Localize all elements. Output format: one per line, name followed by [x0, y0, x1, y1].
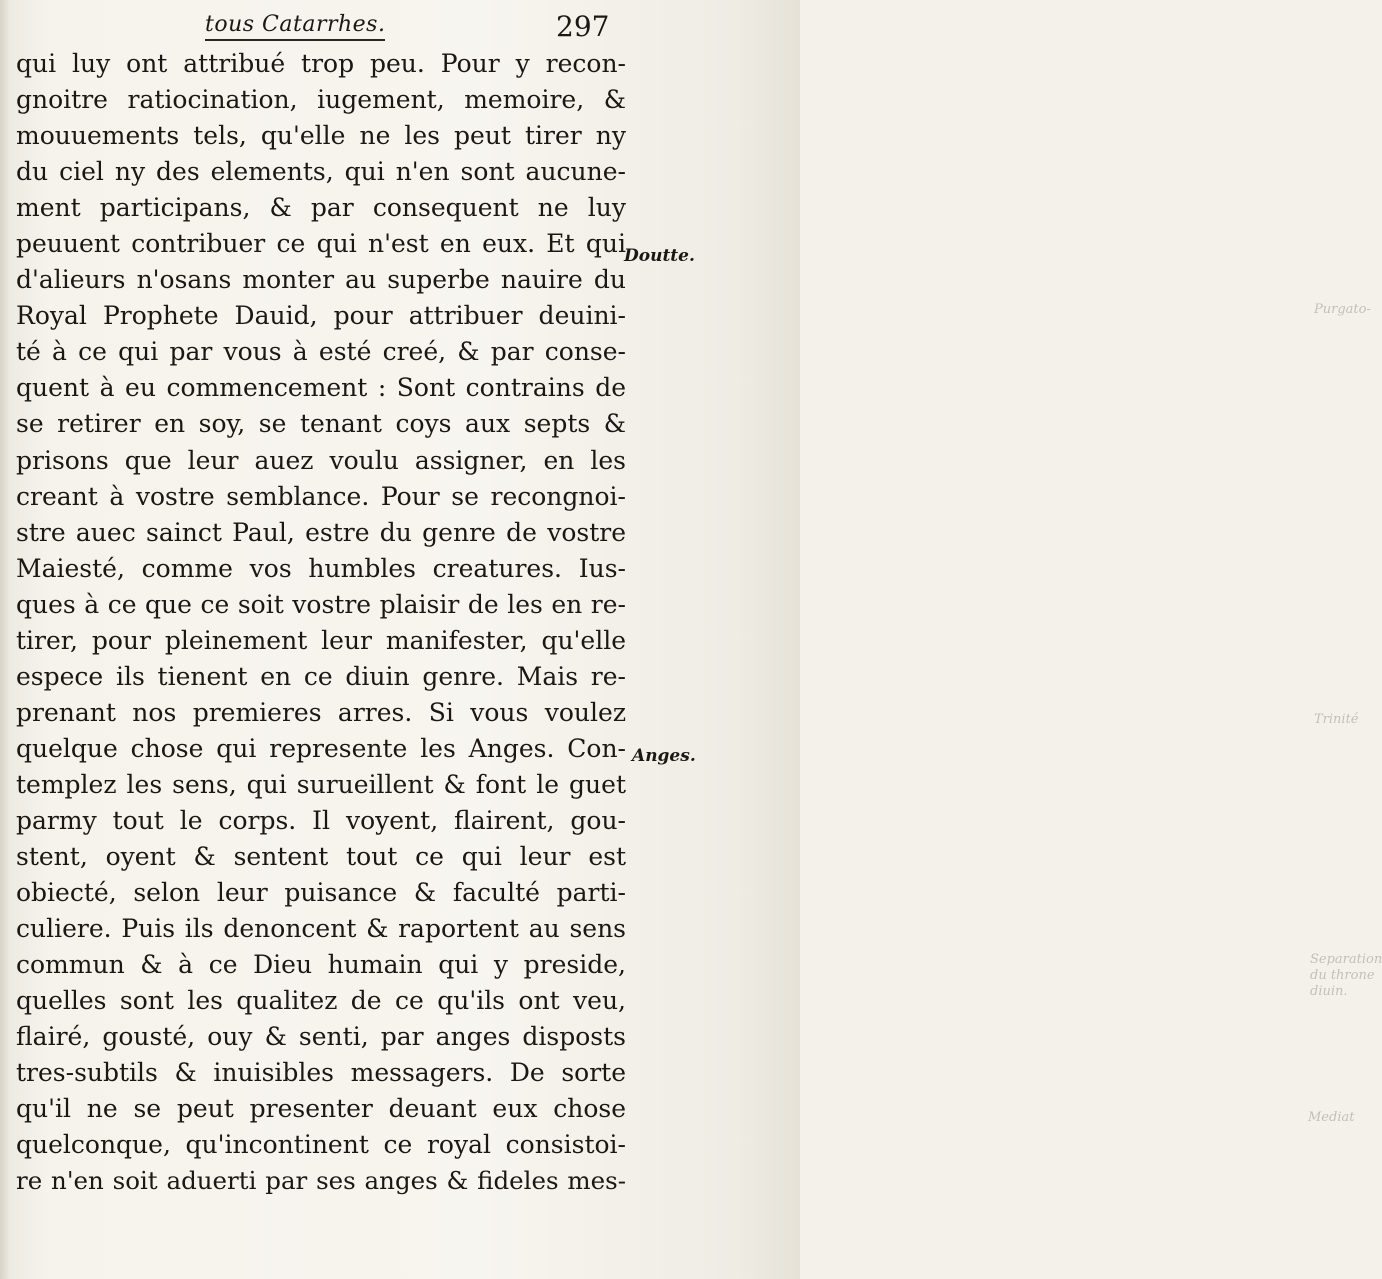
- text-line: du ciel ny des elements, qui n'en sont aucune-: [16, 157, 626, 187]
- text-line: d'alieurs n'osans monter au superbe nauire du: [16, 265, 626, 295]
- text-line: espece ils tienent en ce diuin genre. Mais re-: [16, 661, 626, 691]
- show-through-text: Trinité: [1314, 712, 1359, 727]
- margin-note-doutte: Doutte.: [624, 246, 695, 266]
- text-line: peuuent contribuer ce qui n'est en eux. Et qui: [16, 229, 626, 259]
- text-line: parmy tout le corps. Il voyent, flairent, gou-: [16, 805, 626, 835]
- margin-column: [624, 0, 1382, 1279]
- text-line: Maiesté, comme vos humbles creatures. Ius-: [16, 553, 626, 583]
- main-text-block: [16, 46, 626, 1200]
- show-through-text: Mediat: [1308, 1110, 1355, 1125]
- margin-note-anges: Anges.: [632, 746, 696, 766]
- text-line: obiecté, selon leur puisance & faculté parti-: [16, 878, 626, 908]
- text-line: creant à vostre semblance. Pour se recongnoi-: [16, 481, 626, 511]
- show-through-text: Separation du throne diuin.: [1310, 952, 1382, 999]
- text-line: flairé, gousté, ouy & senti, par anges disposts: [16, 1022, 626, 1052]
- running-title: tous Catarrhes.: [205, 12, 385, 41]
- text-line: commun & à ce Dieu humain qui y preside,: [16, 950, 626, 980]
- text-line: Royal Prophete Dauid, pour attribuer deuini-: [16, 301, 626, 331]
- text-line: re n'en soit aduerti par ses anges & fideles mes-: [16, 1166, 626, 1196]
- text-line: templez les sens, qui surueillent & font le guet: [16, 769, 626, 799]
- show-through-text: Purgato-: [1314, 302, 1371, 317]
- text-line: ment participans, & par consequent ne luy: [16, 193, 626, 223]
- text-line: tirer, pour pleinement leur manifester, qu'elle: [16, 625, 626, 655]
- text-line: mouuements tels, qu'elle ne les peut tirer ny: [16, 121, 626, 151]
- text-line: stre auec sainct Paul, estre du genre de vostre: [16, 517, 626, 547]
- text-line: ques à ce que ce soit vostre plaisir de les en re-: [16, 589, 626, 619]
- text-line: qui luy ont attribué trop peu. Pour y recon-: [16, 49, 626, 78]
- text-line: stent, oyent & sentent tout ce qui leur est: [16, 842, 626, 872]
- text-line: qu'il ne se peut presenter deuant eux chose: [16, 1094, 626, 1124]
- text-line: tres-subtils & inuisibles messagers. De sorte: [16, 1058, 626, 1088]
- text-line: prisons que leur auez voulu assigner, en les: [16, 445, 626, 475]
- text-line: culiere. Puis ils denoncent & raportent au sens: [16, 914, 626, 944]
- text-line: gnoitre ratiocination, iugement, memoire, &: [16, 85, 626, 115]
- text-line: se retirer en soy, se tenant coys aux septs &: [16, 409, 626, 439]
- text-line: quelque chose qui represente les Anges. Con-: [16, 733, 626, 763]
- page-number: 297: [556, 10, 610, 43]
- text-line: té à ce qui par vous à esté creé, & par conse-: [16, 337, 626, 367]
- text-line: prenant nos premieres arres. Si vous voulez: [16, 697, 626, 727]
- text-line: quent à eu commencement : Sont contrains de: [16, 373, 626, 403]
- text-line: quelconque, qu'incontinent ce royal consistoi-: [16, 1130, 626, 1160]
- page-gutter-shadow: [0, 0, 10, 1279]
- text-line: quelles sont les qualitez de ce qu'ils ont veu,: [16, 986, 626, 1016]
